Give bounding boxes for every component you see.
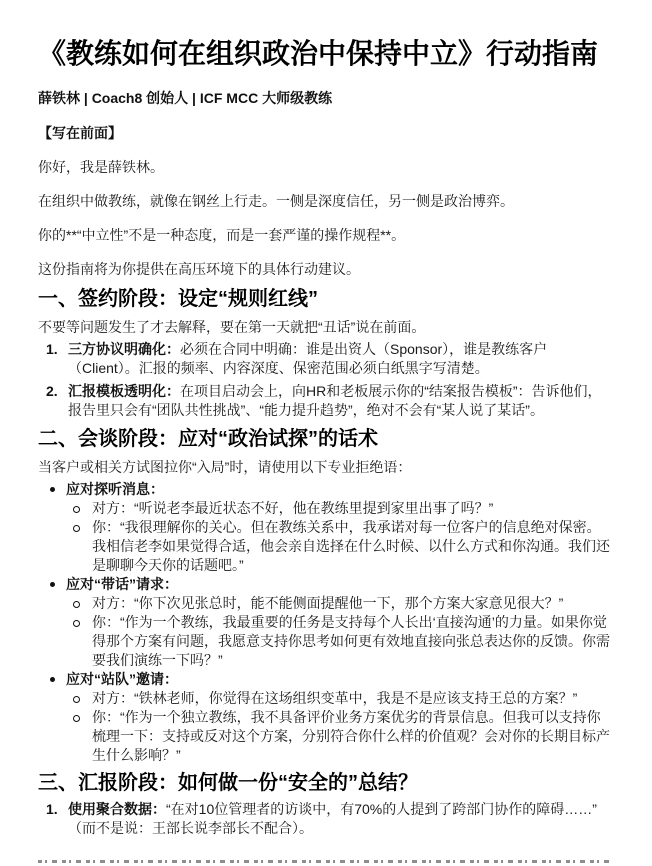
bullet-circle-icon xyxy=(73,601,80,608)
doc-title: 《教练如何在组织政治中保持中立》行动指南 xyxy=(38,38,599,69)
list-number: 1. xyxy=(46,801,58,817)
item-lead: 应对“带话”请求： xyxy=(66,576,178,592)
list-item xyxy=(66,613,614,670)
sub-bullet-list xyxy=(66,689,614,765)
bullet-disc-icon xyxy=(50,487,55,492)
list-number: 1. xyxy=(46,341,58,357)
item-text: 在项目启动会上，向HR和老板展示你的“结案报告模板”：告诉他们，报告里只会有“团队共性挑战”、“能力提升趋势”，绝对不会有“某人说了某话”。 xyxy=(68,383,602,418)
sub-bullet-list xyxy=(66,499,614,575)
section-intro-2: 当客户或相关方试图拉你“入局”时，请使用以下专业拒绝语： xyxy=(38,459,412,475)
sub-bullet-list xyxy=(66,594,614,670)
ordered-list-2 xyxy=(38,800,614,838)
section-heading-3: 三、汇报阶段：如何做一份“安全的”总结？ xyxy=(38,772,418,794)
section-intro-1: 不要等问题发生了才去解释，要在第一天就把“丑话”说在前面。 xyxy=(38,319,426,335)
list-item xyxy=(38,670,614,765)
bullet-circle-icon xyxy=(73,506,80,513)
preface-label: 【写在前面】 xyxy=(38,125,122,141)
list-item xyxy=(38,480,614,575)
bullet-disc-icon xyxy=(50,582,55,587)
item-lead: 应对探听消息： xyxy=(66,481,164,497)
list-item xyxy=(66,594,614,613)
list-item xyxy=(38,340,614,378)
list-item xyxy=(66,499,614,518)
ordered-list-1 xyxy=(38,340,614,420)
bullet-disc-icon xyxy=(50,677,55,682)
item-lead: 汇报模板透明化： xyxy=(68,383,180,399)
preface-paragraph: 在组织中做教练，就像在钢丝上行走。一侧是深度信任，另一侧是政治博弈。 xyxy=(38,193,514,209)
item-text: 对方：“铁林老师，你觉得在这场组织变革中，我是不是应该支持王总的方案？” xyxy=(92,690,578,706)
bullet-circle-icon xyxy=(73,715,80,722)
list-number: 2. xyxy=(46,383,58,399)
bullet-circle-icon xyxy=(73,696,80,703)
item-text: 对方：“你下次见张总时，能不能侧面提醒他一下，那个方案大家意见很大？” xyxy=(92,595,564,611)
item-text: 你：“作为一个独立教练，我不具备评价业务方案优劣的背景信息。但我可以支持你梳理一下：支持或反对这个方案，分别符合你什么样的价值观？会对你的长期目标产生什么影响？” xyxy=(92,709,610,763)
list-item xyxy=(38,575,614,670)
section-heading-2: 二、会谈阶段：应对“政治试探”的话术 xyxy=(38,428,378,450)
preface-paragraph: 这份指南将为你提供在高压环境下的具体行动建议。 xyxy=(38,261,360,277)
list-item xyxy=(66,708,614,765)
bullet-circle-icon xyxy=(73,525,80,532)
item-lead: 三方协议明确化： xyxy=(68,341,180,357)
list-item xyxy=(38,800,614,838)
item-lead: 应对“站队”邀请： xyxy=(66,671,178,687)
item-lead: 使用聚合数据： xyxy=(68,801,166,817)
bullet-list xyxy=(38,480,614,765)
item-text: 对方：“听说老李最近状态不好，他在教练里提到家里出事了吗？” xyxy=(92,500,494,516)
preface-paragraph: 你好，我是薛铁林。 xyxy=(38,159,164,175)
bullet-circle-icon xyxy=(73,620,80,627)
list-item xyxy=(66,518,614,575)
item-text: 你：“我很理解你的关心。但在教练关系中，我承诺对每一位客户的信息绝对保密。我相信老李如果觉得合适，他会亲自选择在什么时候、以什么方式和你沟通。我们还是聊聊今天你的话题吧。” xyxy=(92,519,610,573)
byline: 薛铁林 | Coach8 创始人 | ICF MCC 大师级教练 xyxy=(38,90,333,106)
list-item xyxy=(38,382,614,420)
clipped-next-line xyxy=(38,860,614,863)
item-text: 你：“作为一个教练，我最重要的任务是支持每个人长出‘直接沟通’的力量。如果你觉得那个方案有问题，我愿意支持你思考如何更有效地直接向张总表达你的反馈。你需要我们演练一下吗？” xyxy=(92,614,610,668)
list-item xyxy=(66,689,614,708)
preface-paragraph: 你的**“中立性”不是一种态度，而是一套严谨的操作规程**。 xyxy=(38,227,406,243)
item-text: 必须在合同中明确：谁是出资人（Sponsor），谁是教练客户（Client）。汇报的频率、内容深度、保密范围必须白纸黑字写清楚。 xyxy=(68,341,548,376)
item-text: “在对10位管理者的访谈中，有70%的人提到了跨部门协作的障碍……”（而不是说：王部长说李部长不配合）。 xyxy=(68,801,597,836)
section-heading-1: 一、签约阶段：设定“规则红线” xyxy=(38,288,318,310)
